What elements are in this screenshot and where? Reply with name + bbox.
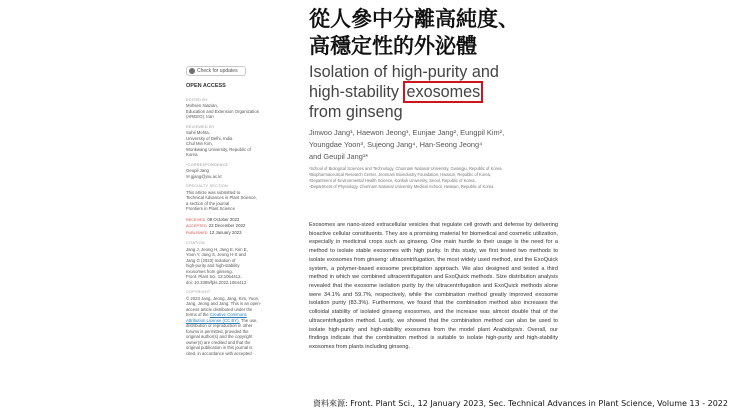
reviewer-line: Sahil Mehta, (186, 130, 210, 135)
received-date: RECEIVED 08 October 2022 (186, 216, 240, 222)
copyright-line: terms of the Creative Commons (186, 312, 247, 317)
editor-line: (AREEO), Iran (186, 114, 214, 119)
authors-line: Jinwoo Jang¹, Haewon Jeong¹, Eunjae Jang², Eungpil Kim², (309, 128, 505, 137)
citation-line: doi: 10.3389/fpls.2022.1064412 (186, 279, 247, 285)
citation-heading: CITATION (186, 241, 205, 245)
species-name: Arabidopsis (493, 326, 523, 333)
affiliation-line: ⁴Department of Physiology, Chonnam National University Medical School, Hwasun, Republic of Korea (309, 184, 494, 189)
headline-line-2: 高穩定性的外泌體 (309, 34, 477, 58)
reviewed-by-section (186, 125, 276, 158)
update-icon (189, 68, 195, 74)
accepted-date: ACCEPTED 23 December 2022 (186, 223, 246, 228)
check-for-updates-badge[interactable] (186, 66, 246, 76)
correspondence-name: Geupil Jang (186, 168, 209, 173)
affiliation-line: ¹School of Biological Sciences and Technology, Chonnam National University, Gwangju, Republic of Korea, (309, 166, 503, 171)
citation-line: exosomes from ginseng. (186, 268, 233, 274)
affiliation-line: ²Biopharmaceutical Research Center, Jeonnam Bioindustry Foundation, Hwasun, Republic of Korea, (309, 172, 492, 177)
copyright-line: access article distributed under the (186, 306, 253, 312)
citation-line: Front. Plant Sci. 13:1064412. (186, 274, 242, 279)
reviewer-line: Korea (186, 152, 198, 157)
copyright-line: owner(s) are credited and that the (186, 339, 251, 345)
copyright-line: original publication in this journal is (186, 345, 253, 350)
editor-line: Education and Extension Organization (186, 108, 260, 114)
citation-line: Jang J, Jeong H, Jang E, Kim E, (186, 246, 248, 252)
copyright-line: cited, in accordance with accepted (186, 350, 252, 356)
authors-line: and Geupil Jang¹* (309, 152, 369, 161)
open-access-label: OPEN ACCESS (186, 83, 226, 89)
copyright-heading: COPYRIGHT (186, 290, 211, 294)
copyright-line: Jang, Jeong and Jang. This is an open- (186, 301, 262, 306)
correspondence-section (186, 163, 276, 180)
specialty-line: Technical Advances in Plant Science, (186, 195, 257, 200)
specialty-section (186, 184, 276, 212)
citation-line: Yoon Y, Jang S, Jeong H-S and (186, 252, 246, 257)
highlighted-keyword: exosomes (403, 81, 483, 103)
specialty-heading: SPECIALTY SECTION (186, 184, 228, 188)
edited-by-heading: EDITED BY (186, 97, 208, 102)
license-link-cont[interactable]: Attribution License (CC BY). (186, 317, 240, 323)
correspondence-heading: *CORRESPONDENCE (186, 162, 229, 167)
license-link[interactable]: Creative Commons (209, 312, 247, 317)
reviewer-line: Chul Min Kim, (186, 141, 213, 146)
specialty-line: This article was submitted to (186, 189, 241, 195)
affiliations (309, 166, 554, 190)
reviewed-by-heading: REVIEWED BY (186, 124, 215, 129)
authors-line: Youngdae Yoon³, Sujeong Jang⁴, Han-Seong Jeong⁴ (309, 140, 483, 149)
check-for-updates-label: Check for updates (197, 68, 238, 74)
title-line-3: from ginseng (309, 103, 403, 121)
author-list (309, 127, 549, 163)
copyright-line: Attribution License (CC BY). The use, (186, 317, 258, 323)
copyright-line: original author(s) and the copyright (186, 334, 253, 339)
citation-line: high-purity and high-stability (186, 263, 240, 268)
article-title (309, 62, 499, 122)
reviewer-line: Wonkwang University, Republic of (186, 146, 251, 152)
affiliation-line: ³Department of Environmental Health Science, Konkuk University, Seoul, Republic of Korea, (309, 178, 476, 183)
title-line-2: high-stability exosomes (309, 82, 499, 102)
editor-line: Mohsen Niazian, (186, 103, 219, 108)
email-text[interactable]: gjang@jnu.ac.kr (190, 173, 222, 179)
headline (309, 6, 519, 60)
copyright-line: © 2023 Jang, Jeong, Jang, Kim, Yoon, (186, 295, 260, 301)
specialty-line: a section of the journal (186, 200, 230, 206)
specialty-line: Frontiers in Plant Science (186, 206, 235, 211)
source-caption: 資料來源: Front. Plant Sci., 12 January 2023, Sec. Technical Advances in Plant Science, Volume 13 - 2022 (313, 399, 728, 408)
copyright-line: forums is permitted, provided the (186, 328, 249, 334)
title-line-1: Isolation of high-purity and (309, 63, 499, 81)
article-sidebar (186, 84, 276, 361)
headline-line-1: 從人參中分離高純度、 (309, 7, 519, 31)
citation-section (186, 241, 276, 285)
abstract: Exosomes are nano-sized extracellular vesicles that regulate cell growth and defense by delivering bioactive cellular constituents. They are a promising material for biomedical and cosmetic utilization, especially in medicinal crops such as ginseng. One main hurdle to their usage is the need for a method to isolate stable exosomes with high purity. In this study, we first tested two methods to isolate exosomes from ginseng: ultracentrifugation, the most widely used method, and the ExoQuick system, a polymer-based exosome precipitation approach. We also designed and tested a third method in which we combined ultracentrifugation and ExoQuick methods. Size distribution analysis revealed that the exosome isolation purity by the ultracentrifugation and ExoQuick methods alone were 34.1% and 59.7%, respectively, while the combination method greatly improved exosome isolation purity (83.3%). Furthermore, we found that the combination method also increases the colloidal stability of isolated ginseng exosomes, and the increase was almost double that of the ultracentrifugation method. Lastly, we showed that the combination method can also be used to isolate high-purity and high-stability exosomes from the model plant Arabidopsis. Overall, our findings indicate that the combination method is suitable to isolate high-purity and high-stability exosomes from plants including ginseng. (309, 222, 558, 351)
copyright-section (186, 290, 276, 356)
dates-section (186, 217, 276, 237)
citation-line: Jang G (2023) Isolation of (186, 257, 236, 263)
reviewer-line: University of Delhi, India (186, 135, 233, 141)
copyright-line: distribution or reproduction in other (186, 323, 253, 328)
published-date: PUBLISHED 12 January 2023 (186, 229, 242, 235)
correspondence-email[interactable]: ✉ gjang@jnu.ac.kr (186, 173, 222, 179)
edited-by-section (186, 98, 276, 120)
